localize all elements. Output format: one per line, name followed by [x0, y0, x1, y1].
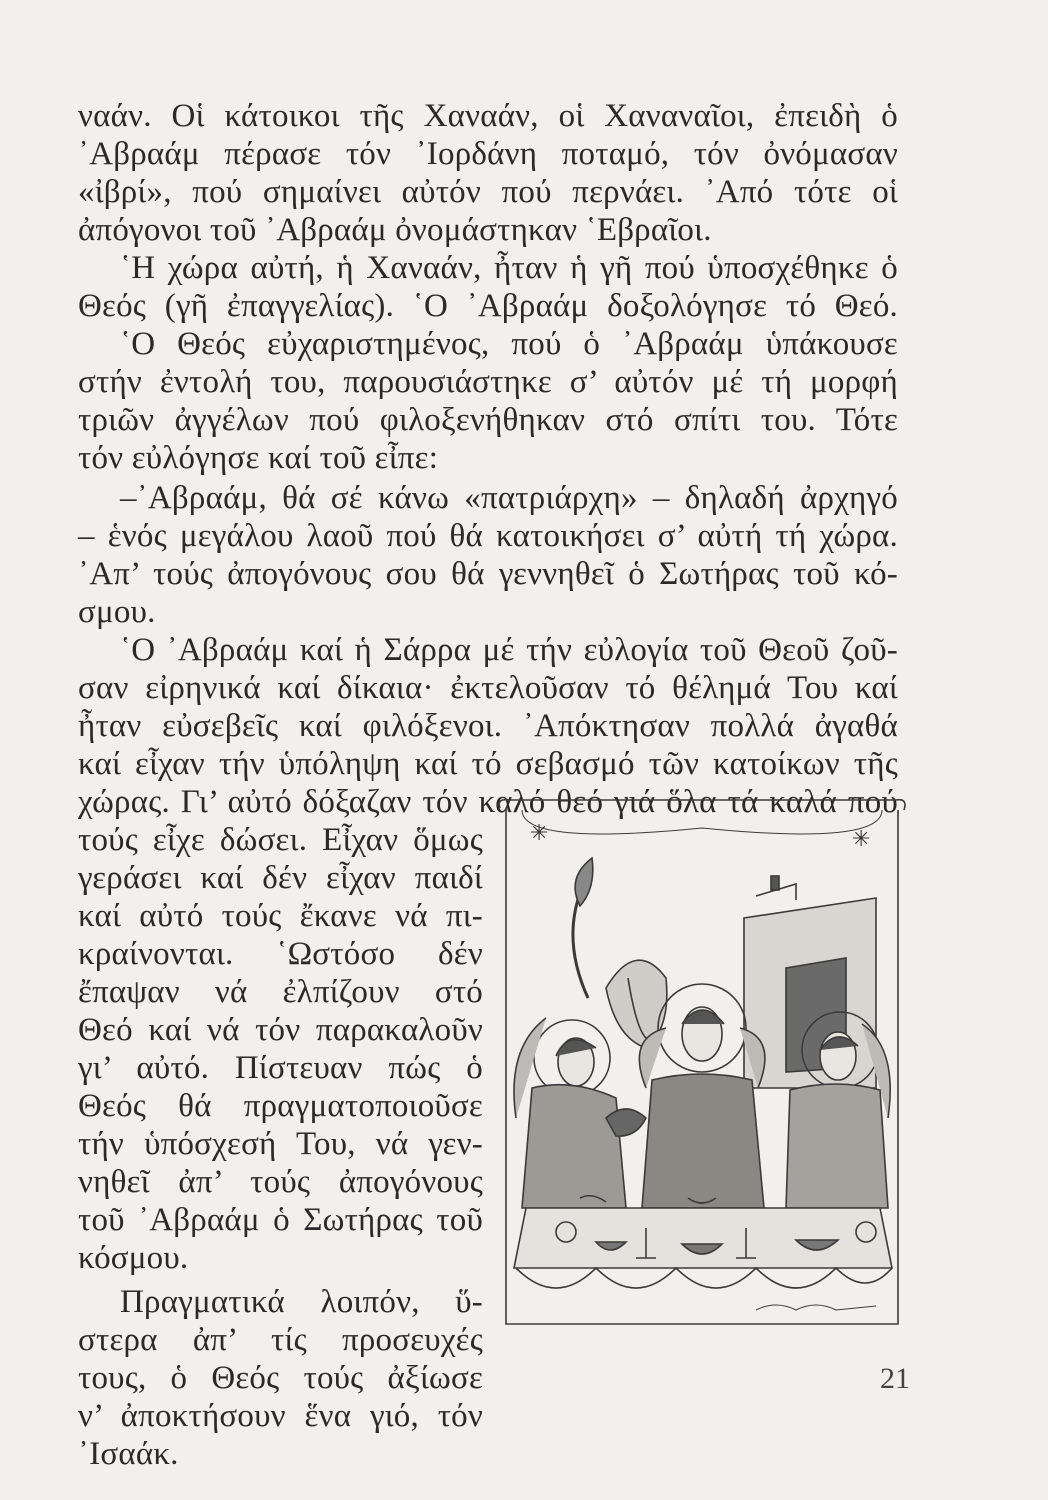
text-line: νηθεῖ ἀπ’ τούς ἀπογόνους	[78, 1164, 483, 1200]
text-line: καί εἶχαν τήν ὑπόληψη καί τό σεβασμό τῶν κατοίκων τῆς	[78, 746, 898, 782]
text-line: τούς εἶχε δώσει. Εἶχαν ὅμως	[78, 822, 483, 858]
text-line: γι’ αὐτό. Πίστευαν πώς ὁ	[78, 1050, 483, 1086]
text-line: ν’ ἀποκτήσουν ἕνα γιό, τόν	[78, 1398, 483, 1434]
text-line: Θεό καί νά τόν παρακαλοῦν	[78, 1012, 483, 1048]
text-line: στήν ἐντολή του, παρουσιάστηκε σ’ αὐτόν μέ τή μορφή	[78, 364, 898, 400]
text-line: Θεός θά πραγματοποιοῦσε	[78, 1088, 483, 1124]
page-number: 21	[880, 1362, 910, 1395]
text-line: ναάν. Οἱ κάτοικοι τῆς Χαναάν, οἱ Χαναναῖοι, ἐπειδὴ ὁ	[78, 98, 898, 134]
text-line: τοῦ ᾿Αβραάμ ὁ Σωτήρας τοῦ	[78, 1202, 483, 1238]
text-line: ῾Ο ᾿Αβραάμ καί ἡ Σάρρα μέ τήν εὐλογία τοῦ Θεοῦ ζοῦ-	[120, 632, 898, 668]
text-line: σμου.	[78, 594, 156, 630]
svg-text:✳: ✳	[530, 821, 549, 846]
text-line: τόν εὐλόγησε καί τοῦ εἶπε:	[78, 440, 439, 476]
text-line: ᾿Αβραάμ πέρασε τόν ᾿Ιορδάνη ποταμό, τόν ὀνόμασαν	[78, 136, 898, 172]
text-line: στερα ἀπ’ τίς προσευχές	[78, 1322, 483, 1358]
text-line: ᾿Ισαάκ.	[78, 1436, 179, 1472]
text-line: γεράσει καί δέν εἶχαν παιδί	[78, 860, 483, 896]
text-line: κραίνονται. ῾Ωστόσο δέν	[78, 936, 483, 972]
text-line: τριῶν ἀγγέλων πού φιλοξενήθηκαν στό σπίτι του. Τότε	[78, 402, 898, 438]
text-line: ἦταν εὐσεβεῖς καί φιλόξενοι. ᾿Απόκτησαν πολλά ἀγαθά	[78, 708, 898, 744]
text-line: ῾Ο Θεός εὐχαριστημένος, πού ὁ ᾿Αβραάμ ὑπάκουσε	[120, 326, 898, 362]
text-line: χώρας. Γι’ αὐτό δόξαζαν τόν καλό θεό γιά ὅλα τά καλά πού	[78, 784, 898, 820]
text-line: ἀπόγονοι τοῦ ᾿Αβραάμ ὀνομάστηκαν ῾Εβραῖοι.	[78, 212, 712, 248]
text-line: ῾Η χώρα αὐτή, ἡ Χαναάν, ἦταν ἡ γῆ πού ὑποσχέθηκε ὁ	[120, 250, 898, 286]
text-line: ἔπαψαν νά ἐλπίζουν στό	[78, 974, 483, 1010]
text-line: Θεός (γῆ ἐπαγγελίας). ῾Ο ᾿Αβραάμ δοξολόγησε τό Θεό.	[78, 288, 898, 324]
text-line: τους, ὁ Θεός τούς ἀξίωσε	[78, 1360, 483, 1396]
text-line: –᾿Αβραάμ, θά σέ κάνω «πατριάρχη» – δηλαδή ἀρχηγό	[120, 480, 898, 516]
svg-text:✳: ✳	[852, 827, 871, 852]
text-line: κόσμου.	[78, 1240, 189, 1276]
text-line: – ἑνός μεγάλου λαοῦ πού θά κατοικήσει σ’ αὐτή τή χώρα.	[78, 518, 898, 554]
hospitality-of-abraham-icon	[496, 788, 908, 1328]
text-line: καί αὐτό τούς ἔκανε νά πι-	[78, 898, 483, 934]
text-line: τήν ὑπόσχεσή Του, νά γεν-	[78, 1126, 483, 1162]
text-line: Πραγματικά λοιπόν, ὕ-	[120, 1284, 483, 1320]
text-line: «ἰβρί», πού σημαίνει αὐτόν πού περνάει. ᾿Από τότε οἱ	[78, 174, 898, 210]
text-line: σαν εἰρηνικά καί δίκαια· ἐκτελοῦσαν τό θέλημά Του καί	[78, 670, 898, 706]
text-line: ᾿Απ’ τούς ἀπογόνους σου θά γεννηθεῖ ὁ Σωτήρας τοῦ κό-	[78, 556, 898, 592]
